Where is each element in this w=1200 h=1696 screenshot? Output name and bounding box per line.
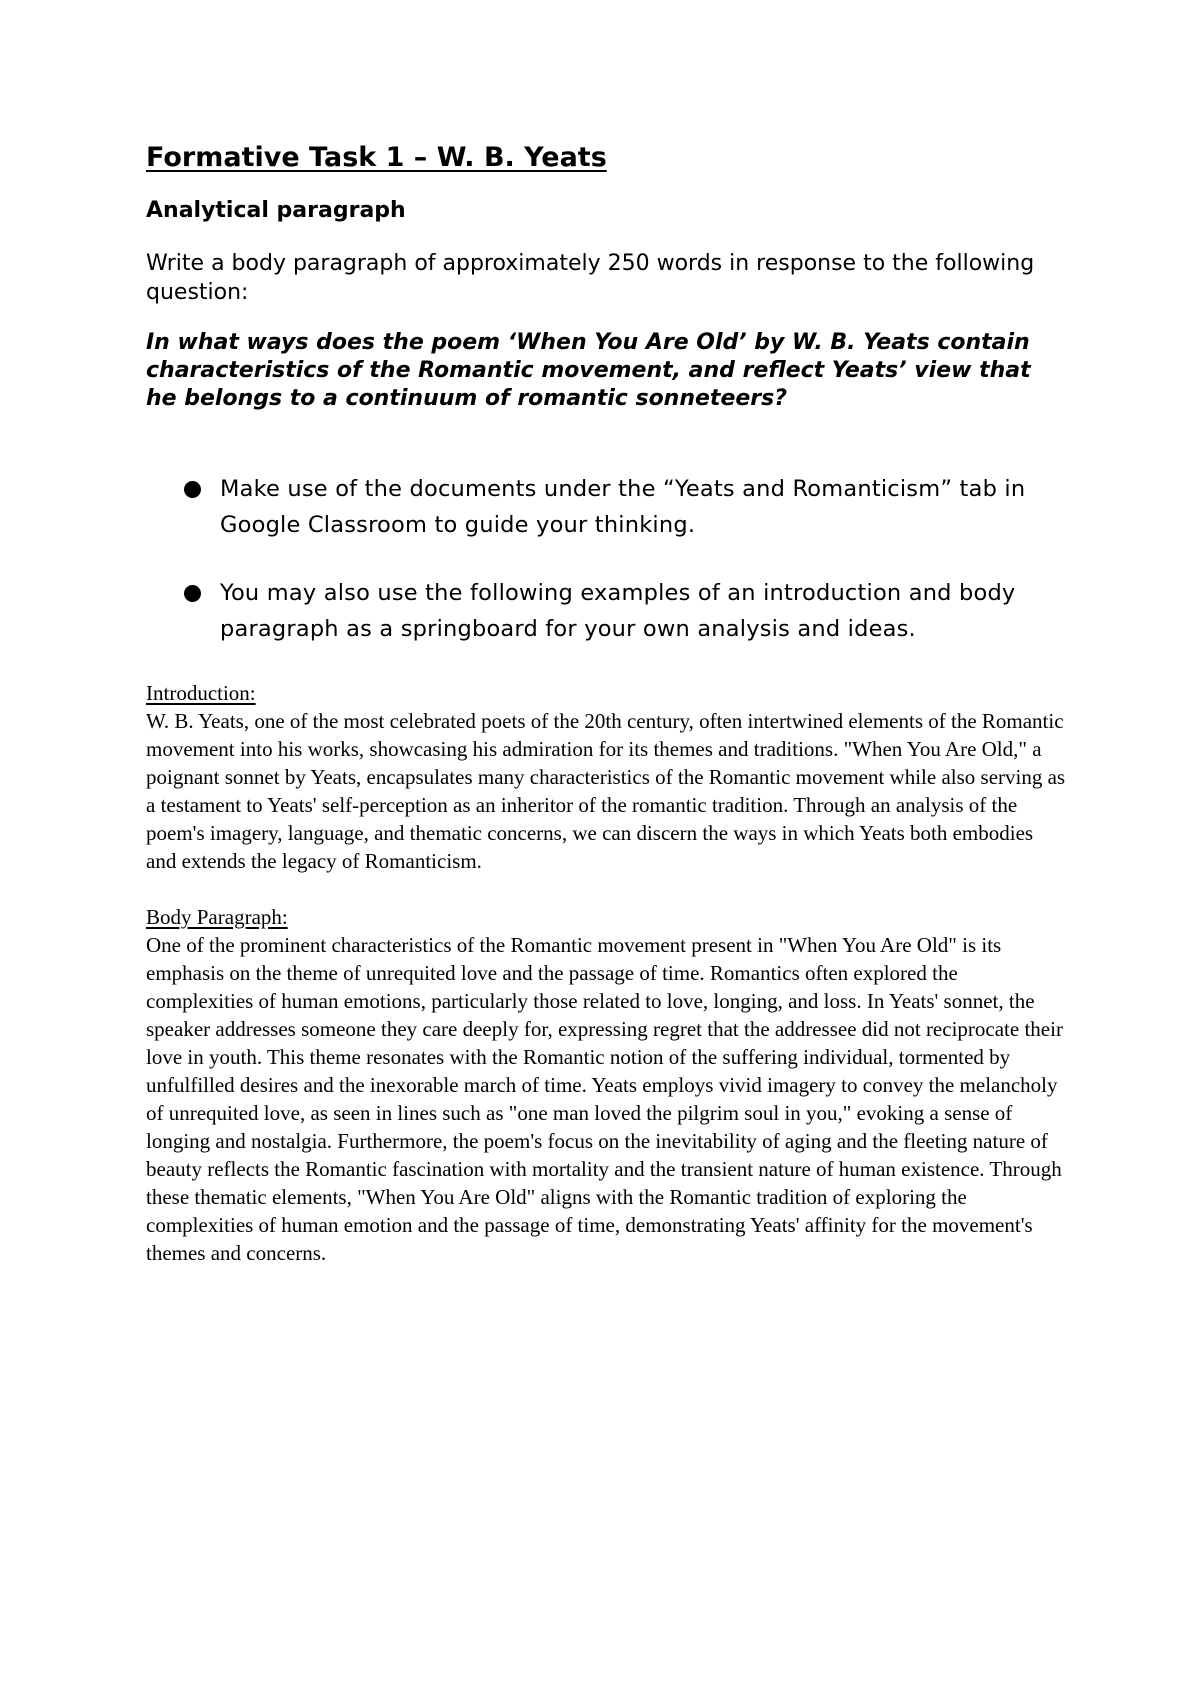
- introduction-section: [146, 679, 1066, 875]
- introduction-heading: Introduction:: [146, 680, 256, 705]
- task-question: In what ways does the poem ‘When You Are Old’ by W. B. Yeats contain characteristics of the Romantic movement, and reflect Yeats’ view that he belongs to a continuum of romantic sonneteers?: [146, 329, 1031, 411]
- introduction-text: W. B. Yeats, one of the most celebrated poets of the 20th century, often intertwined elements of the Romantic movement into his works, showcasing his admiration for its themes and traditions. "When You Are Old," a poignant sonnet by Yeats, encapsulates many characteristics of the Romantic movement while also serving as a testament to Yeats' self-perception as an inheritor of the romantic tradition. Through an analysis of the poem's imagery, language, and thematic concerns, we can discern the ways in which Yeats both embodies and extends the legacy of Romanticism.: [146, 708, 1066, 873]
- guidance-text: You may also use the following examples of an introduction and body paragraph as a springboard for your own analysis and ideas.: [220, 579, 1016, 642]
- body-paragraph-heading: Body Paragraph:: [146, 904, 288, 929]
- bullet-icon: [184, 585, 201, 602]
- document-page: [146, 142, 1066, 1295]
- document-subtitle: Analytical paragraph: [146, 198, 406, 224]
- document-title: Formative Task 1 – W. B. Yeats: [146, 142, 607, 173]
- bullet-icon: [184, 481, 201, 498]
- task-prompt: Write a body paragraph of approximately 250 words in response to the following question:: [146, 250, 1035, 305]
- body-paragraph-section: [146, 903, 1066, 1267]
- guidance-item: [146, 471, 1066, 543]
- body-paragraph-text: One of the prominent characteristics of the Romantic movement present in "When You Are Old" is its emphasis on the theme of unrequited love and the passage of time. Romantics often explored the complexities of human emotions, particularly those related to love, longing, and loss. In Yeats' sonnet, the speaker addresses someone they care deeply for, expressing regret that the addressee did not reciprocate their love in youth. This theme resonates with the Romantic notion of the suffering individual, tormented by unfulfilled desires and the inexorable march of time. Yeats employs vivid imagery to convey the melancholy of unrequited love, as seen in lines such as "one man loved the pilgrim soul in you," evoking a sense of longing and nostalgia. Furthermore, the poem's focus on the inevitability of aging and the fleeting nature of beauty reflects the Romantic fascination with mortality and the transient nature of human existence. Through these thematic elements, "When You Are Old" aligns with the Romantic tradition of exploring the complexities of human emotion and the passage of time, demonstrating Yeats' affinity for the movement's themes and concerns.: [146, 932, 1063, 1265]
- guidance-list: [146, 471, 1066, 647]
- guidance-item: [146, 575, 1066, 647]
- guidance-text: Make use of the documents under the “Yeats and Romanticism” tab in Google Classroom to guide your thinking.: [220, 475, 1026, 538]
